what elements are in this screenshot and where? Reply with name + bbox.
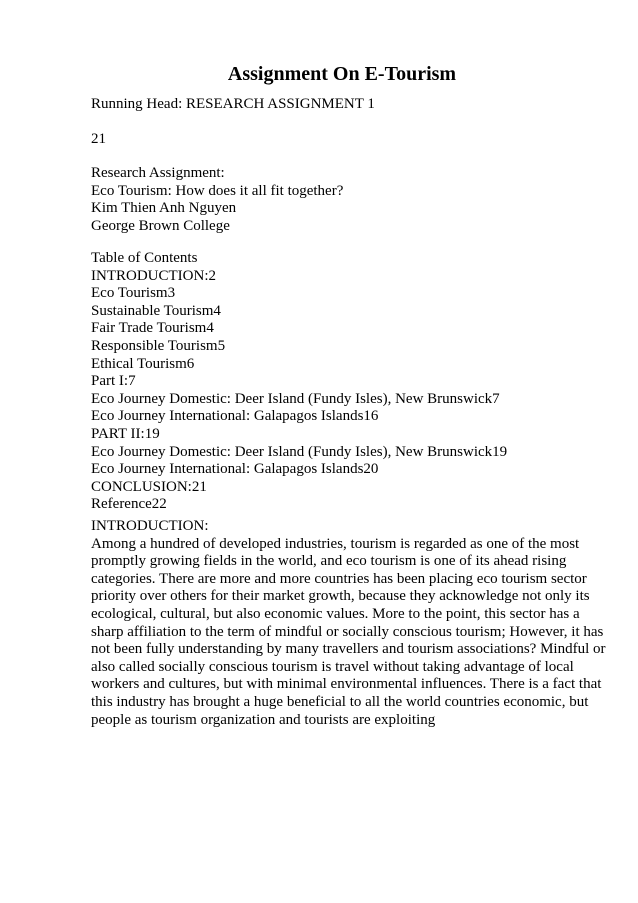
header-info-line: Eco Tourism: How does it all fit together? <box>91 182 344 199</box>
toc-item: Eco Journey Domestic: Deer Island (Fundy Isles), New Brunswick7 <box>91 390 500 407</box>
toc-item: Sustainable Tourism4 <box>91 302 221 319</box>
intro-line: also called socially conscious tourism is travel without taking advantage of local <box>91 658 574 675</box>
page-number <box>91 131 571 149</box>
toc-item: Eco Journey International: Galapagos Islands16 <box>91 408 379 425</box>
intro-line: people as tourism organization and tourists are exploiting <box>91 711 436 728</box>
toc-item: Eco Tourism3 <box>91 285 176 302</box>
toc-item: Fair Trade Tourism4 <box>91 320 214 337</box>
header-info-line: George Brown College <box>91 217 230 234</box>
intro-line: categories. There are more and more countries has been placing eco tourism sector <box>91 570 587 587</box>
intro-line: priority over others for their market growth, because they acknowledge not only its <box>91 588 590 605</box>
intro-heading: INTRODUCTION: <box>91 518 209 534</box>
toc-item: Eco Journey Domestic: Deer Island (Fundy Isles), New Brunswick19 <box>91 443 508 460</box>
page-number-text: 21 <box>91 131 106 147</box>
header-info <box>91 165 571 235</box>
document-title: Assignment On E-Tourism <box>227 63 457 85</box>
intro-line: promptly growing fields in the world, and eco tourism is one of its ahead rising <box>91 553 567 570</box>
header-info-line: Kim Thien Anh Nguyen <box>91 200 237 217</box>
toc-item: PART II:19 <box>91 425 160 442</box>
intro-line: not been fully understanding by many travellers and tourism associations? Mindful or <box>91 641 606 658</box>
toc-item: INTRODUCTION:2 <box>91 267 216 284</box>
running-head <box>91 96 571 114</box>
toc-item: Ethical Tourism6 <box>91 355 195 372</box>
toc-item: Responsible Tourism5 <box>91 337 226 354</box>
running-head-text: Running Head: RESEARCH ASSIGNMENT 1 <box>91 96 375 112</box>
toc-item: Eco Journey International: Galapagos Islands20 <box>91 461 379 478</box>
intro-line: sharp affiliation to the term of mindful or socially conscious tourism; However, it has <box>91 623 604 640</box>
toc-item: Part I:7 <box>91 373 136 390</box>
toc-item: CONCLUSION:21 <box>91 478 207 495</box>
toc-item: Reference22 <box>91 496 167 513</box>
table-of-contents <box>91 250 571 514</box>
intro-line: ecological, cultural, but also economic values. More to the point, this sector has a <box>91 605 580 622</box>
introduction-section <box>91 518 606 729</box>
header-info-line: Research Assignment: <box>91 165 225 181</box>
intro-line: workers and cultures, but with minimal environmental influences. There is a fact that <box>91 676 602 693</box>
intro-line: Among a hundred of developed industries, tourism is regarded as one of the most <box>91 535 580 552</box>
intro-line: this industry has brought a huge beneficial to all the world countries economic, but <box>91 693 589 710</box>
toc-heading: Table of Contents <box>91 250 198 266</box>
